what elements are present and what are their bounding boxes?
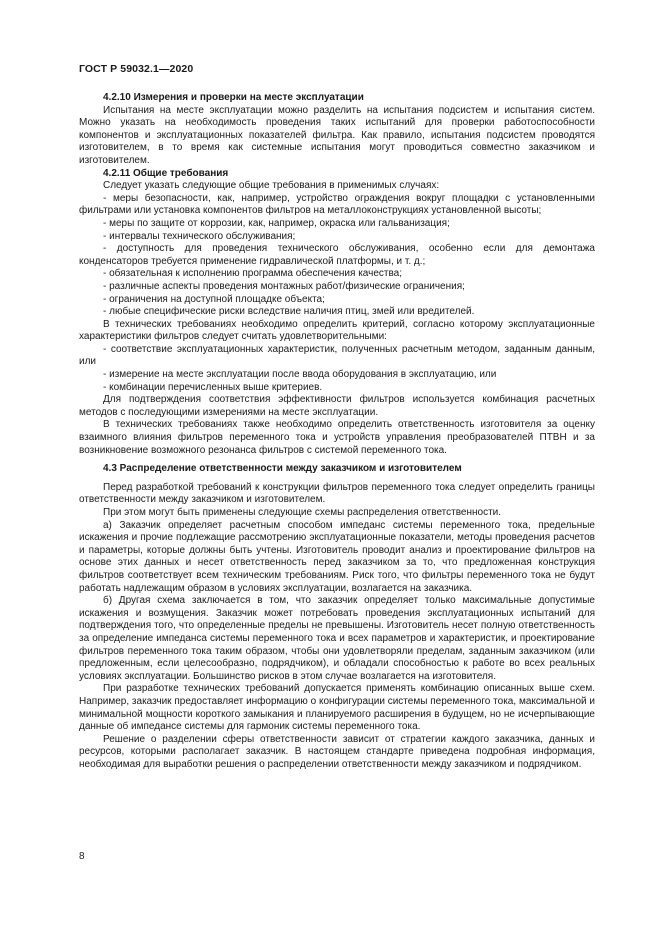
list-item: - меры безопасности, как, например, устройство ограждения вокруг площадки с установленными фильтрами или установка компонентов фильтров на металлоконструкциях установленной высоты; xyxy=(79,192,595,217)
paragraph: Решение о разделении сферы ответственности зависит от стратегии каждого заказчика, данных и ресурсов, которыми располагает заказчик. В настоящем стандарте приведена подробная информация, необходимая для выработки решения о распределении ответственности между заказчиком и подрядчиком. xyxy=(79,733,595,770)
list-item: - комбинации перечисленных выше критериев. xyxy=(103,381,323,393)
list-item: - доступность для проведения технического обслуживания, особенно если для демонтажа конденсаторов требуется применение гидравлической платформы, и т. д.; xyxy=(79,243,595,267)
paragraph: Следует указать следующие общие требования в применимых случаях: xyxy=(103,180,440,192)
section-heading-4-2-10: 4.2.10 Измерения и проверки на месте эксплуатации xyxy=(103,92,364,103)
document-header: ГОСТ Р 59032.1—2020 xyxy=(79,63,194,75)
list-item: - меры по защите от коррозии, как, например, окраска или гальванизация; xyxy=(103,217,450,229)
section-heading-4-3: 4.3 Распределение ответственности между заказчиком и изготовителем xyxy=(103,463,462,475)
list-item: - любые специфические риски вследствие наличия птиц, змей или вредителей. xyxy=(103,306,475,318)
list-item: - ограничения на доступной площадке объекта; xyxy=(103,293,325,305)
paragraph: Перед разработкой требований к конструкции фильтров переменного тока следует определить границы ответственности между заказчиком и изготовителем. xyxy=(79,481,595,506)
list-item: - обязательная к исполнению программа обеспечения качества; xyxy=(103,268,403,280)
paragraph: Испытания на месте эксплуатации можно разделить на испытания подсистем и испытания систем. Можно указать на необходимость проведения таких испытаний для проверки работоспособности компонентов и эксплуатационных показателей фильтра. Как правило, испытания подсистем проводятся изготовителем, в то время как системные испытания могут проводиться совместно заказчиком и изготовителем. xyxy=(79,104,595,166)
list-item: - различные аспекты проведения монтажных работ/физические ограничения; xyxy=(103,280,465,292)
list-item: - соответствие эксплуатационных характеристик, полученных расчетным методом, заданным данным, или xyxy=(79,343,595,368)
paragraph: В технических требованиях также необходимо определить ответственность изготовителя за оценку взаимного влияния фильтров переменного тока и устройств управления преобразователей ПТВН и за возникновение возможного резонанса фильтров с системой переменного тока. xyxy=(79,419,595,456)
paragraph: Для подтверждения соответствия эффективности фильтров используется комбинация расчетных методов с последующими измерениями на месте эксплуатации. xyxy=(79,394,595,418)
list-item: - интервалы технического обслуживания; xyxy=(103,230,296,242)
list-item: - измерение на месте эксплуатации после ввода оборудования в эксплуатацию, или xyxy=(103,369,497,381)
page-body xyxy=(79,92,595,771)
paragraph: б) Другая схема заключается в том, что заказчик определяет только максимальные допустимые искажения и возмущения. Заказчик может потребовать проведения эксплуатационных испытаний для подтверждения того, что определенные пределы не превышены. Изготовитель несет полную ответственность за определение импеданса системы переменного тока и всех параметров и характеристик, и проектирование фильтров переменного тока таким образом, чтобы они удовлетворяли пределам, заданным заказчиком (или предложенным, если целесообразно, подрядчиком), и обладали способностью к работе во всех реальных условиях эксплуатации. Большинство рисков в этом случае возлагается на изготовителя. xyxy=(79,595,595,682)
paragraph: а) Заказчик определяет расчетным способом импеданс системы переменного тока, предельные искажения и прочие подлежащие рассмотрению эксплуатационные показатели, методы проведения расчетов и параметры, которые должны быть учтены. Изготовитель проводит анализ и проектирование фильтров на основе этих данных и несет ответственность перед заказчиком за то, что предложенная конструкция фильтров соответствует всем техническим требованиям. Риск того, что фильтры переменного тока не будут работать надлежащим образом в условиях эксплуатации, возлагается на заказчика. xyxy=(79,519,595,594)
paragraph: При разработке технических требований допускается применять комбинацию описанных выше схем. Например, заказчик предоставляет информацию о конфигурации системы переменного тока, максимальной и минимальной мощности короткого замыкания и планируемого расширения в будущем, но не исчерпывающие данные об импедансе системы для гармоник системы переменного тока. xyxy=(79,683,595,733)
paragraph: В технических требованиях необходимо определить критерий, согласно которому эксплуатационные характеристики фильтров следует считать удовлетворительными: xyxy=(79,318,595,343)
section-heading-4-2-11: 4.2.11 Общие требования xyxy=(103,167,229,179)
paragraph: При этом могут быть применены следующие схемы распределения ответственности. xyxy=(103,507,502,518)
page-number: 8 xyxy=(79,851,85,862)
